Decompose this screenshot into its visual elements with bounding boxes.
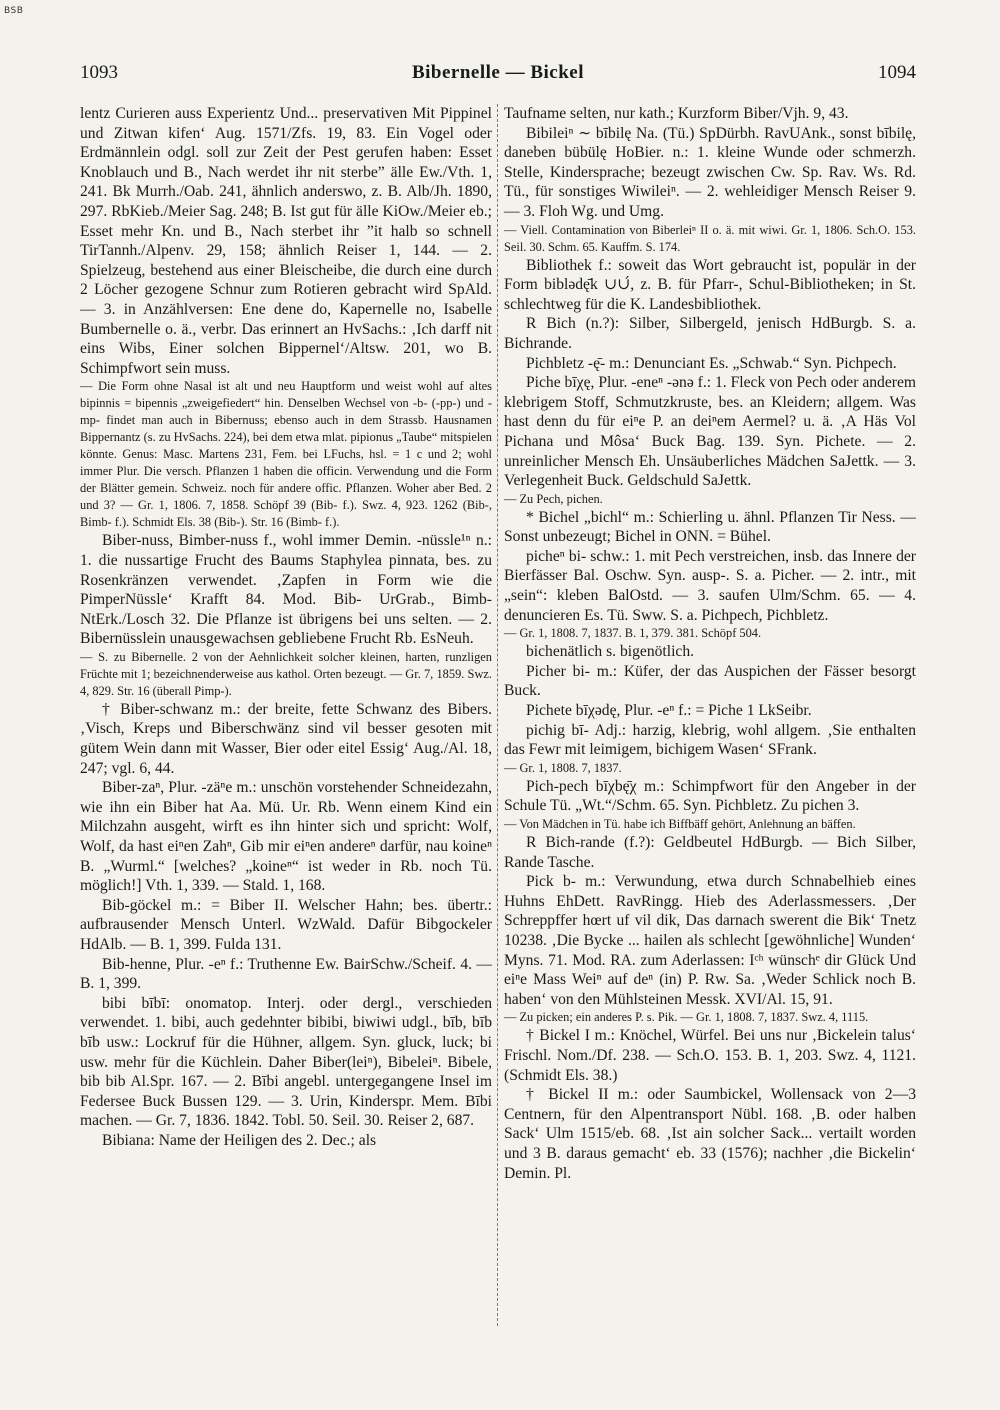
dictionary-entry: † Bickel I m.: Knöchel, Würfel. Bei uns nur ‚Bickelein talus‘ Frischl. Nom./Df. 238. — Sch.O. 153. B. 1, 203. Swz. 4, 1121. (Schmidt Els. 38.) [504, 1027, 916, 1084]
entry-note: — Gr. 1, 1808. 7, 1837. B. 1, 379. 381. Schöpf 504. [504, 626, 762, 641]
dictionary-entry: Biber-zaⁿ, Plur. -zäⁿe m.: unschön vorstehender Schneidezahn, wie ihn ein Biber hat Aa. Mü. Ur. Rb. Wenn einem Kind ein Milchzahn ausgeht, wirft es ihn hinter sich und spricht: Wolf, Wolf, da hast eiⁿen Zahⁿ, Gib mir eiⁿen andereⁿ darfür, nau koineⁿ B. „Wurml.“ [welches? „koineⁿ“ ist weder in Rb. noch Tü. möglich!] Vth. 1, 339. — Stald. 1, 168. [80, 779, 492, 895]
dictionary-entry: Piche bīχę, Plur. -eneⁿ -ənə f.: 1. Fleck von Pech oder anderem klebrigem Stoff, Schmutzkruste, bes. an Kleidern; allgem. Was hast denn du für eiⁿe P. an deiⁿem Aermel? u. ä. ‚A Häs Vol Pichana und Môsa‘ Buck Bag. 139. Syn. Pichete. — 2. unreinlicher Mensch Eh. Unsäuberliches Mädchen SaJettk. — 3. Verlegenheit Buck. Geldschuld SaJettk. [504, 374, 916, 490]
right-column [504, 104, 916, 1183]
entry-note: — Zu picken; ein anderes P. s. Pik. — Gr. 1, 1808. 7, 1837. Swz. 4, 1115. [504, 1010, 869, 1025]
dictionary-entry: * Bichel „bichl“ m.: Schierling u. ähnl. Pflanzen Tir Ness. — Sonst unbezeugt; Bichel in ONN. = Bühel. [504, 508, 916, 546]
entry-note: — Viell. Contamination von Biberleiⁿ II o. ä. mit wiwi. Gr. 1, 1806. Sch.O. 153. Seil. 30. Schm. 65. Kauffm. S. 174. [504, 222, 916, 254]
dictionary-entry: R Bich-rande (f.?): Geldbeutel HdBurgb. — Bich Silber, Rande Tasche. [504, 834, 916, 871]
left-column [80, 104, 492, 1151]
entry-note: — Die Form ohne Nasal ist alt und neu Hauptform und weist wohl auf altes bipinnis = bipennis „zweigefiedert“ hin. Denselben Wechsel von -b- (-pp-) und -mp- findet man auch in Bibernuss; ebenso auch in dem Strassb. Hausnamen Bippernantz (s. zu HvSachs. 224), bei dem etwa mlat. pipionus „Taube“ mitspielen könnte. Genus: Masc. Martens 231, Fem. bei LFuchs, hsl. = 1 c und 2; wohl immer Plur. Die versch. Pflanzen 1 haben die officin. Verwendung und die Form der Blätter gemein. Schweiz. noch für andere offic. Pflanzen. Woher aber Bed. 2 und 3? — Gr. 1, 1806. 7, 1858. Schöpf 39 (Bib- f.). Swz. 4, 923. 1262 (Bib-, Bimb- f.). Schmidt Els. 38 (Bib-). Str. 16 (Bimb- f.). [80, 379, 492, 530]
dictionary-entry: Pick b- m.: Verwundung, etwa durch Schnabelhieb eines Huhns EhDett. RavRingg. Hieb des Aderlassmessers. ‚Der Schreppffer hœrt uf vil dik, Das darnach swerent die Bik‘ Tnetz 10238. ‚Die Bycke ... hailen als schlecht [gewöhnliche] Wunden‘ Myns. 71. Mod. RA. zum Aderlassen: Iᶜʰ wünschᵉ dir Glück Und eiⁿe Mass Weiⁿ auf deⁿ (in) P. Rw. Sa. ‚Weder Schlick noch B. haben‘ von den Mühlsteinen Messk. XVI/Al. 15, 91. [504, 873, 916, 1008]
entry-note: — Zu Pech, pichen. [504, 491, 603, 506]
dictionary-entry: Pich-pech bīχbę̄χ m.: Schimpfwort für den Angeber in der Schule Tü. „Wt.“/Schm. 65. Syn. Pichbletz. Zu pichen 3. [504, 777, 916, 815]
dictionary-entry: picheⁿ bi- schw.: 1. mit Pech verstreichen, insb. das Innere der Bierfässer Bal. Oschw. Syn. ausp-. S. a. Picher. — 2. intr., mit „sein“: kleben BalOstd. — 3. saufen Ulm/Schm. 65. — 4. denuncieren Es. Tü. Sww. S. a. Pichpech, Pichbletz. [504, 547, 916, 624]
page-header [80, 62, 916, 90]
dictionary-entry: pichig bī- Adj.: harzig, klebrig, wohl allgem. ‚Sie enthalten das Fewr mit leimigem, bichigem Wasen‘ SFrank. [504, 721, 916, 759]
entry-note: — Von Mädchen in Tü. habe ich Biffbäff gehört, Anlehnung an bäffen. [504, 817, 856, 831]
dictionary-entry: Pichbletz -ę̄- m.: Denunciant Es. „Schwab.“ Syn. Pichpech. [526, 354, 897, 372]
dictionary-entry: † Biber-schwanz m.: der breite, fette Schwanz des Bibers. ‚Visch, Kreps und Biberschwänz sind vil besser gesoten mit gütem Wein dann mit Wasser, Bier oder eitel Essig‘ Aug./Al. 18, 247; vgl. 6, 44. [80, 700, 492, 777]
dictionary-entry: Pichete bīχədę, Plur. -eⁿ f.: = Piche 1 LkSeibr. [526, 702, 812, 720]
dictionary-entry: Picher bi- m.: Küfer, der das Auspichen der Fässer besorgt Buck. [504, 662, 916, 700]
entry-note: — Gr. 1, 1808. 7, 1837. [504, 760, 622, 775]
dictionary-entry: Bibileiⁿ ∼ bībilę Na. (Tü.) SpDürbh. RavUAnk., sonst bībilę, daneben bübülę HoBier. n.: 1. kleine Wunde oder schmerzh. Stelle, Kindersprache; bezeugt zwischen Cw. Sp. Rav. Ws. Rd. Tü., für sonstiges Wiwileiⁿ. — 2. wehleidiger Mensch Reiser 9. — 3. Floh Wg. und Umg. [504, 124, 916, 220]
dictionary-entry: lentz Curieren auss Experientz Und... preservativen Mit Pippinel und Zitwan kifen‘ Aug. 1571/Zfs. 19, 83. Ein Vogel oder Erdmännlein odgl. soll zur Zeit der Pest gerufen haben: Esset Knoblauch und B., Nach werdet ihr nit sterbe” älle Ew./Vth. 1, 241. Bk Murrh./Oab. 241, ähnlich anderswo, z. B. Alb/Jh. 1890, 297. RbKieb./Meier Sag. 248; B. Ist gut für älle KiOw./Meier eb.; Esset mehr Kn. und B., Nach sterbet ihr ”it halb so schnell TirTannh./Alpenv. 29, 158; ähnlich Reiser 1, 144. — 2. Spielzeug, bestehend aus einer Bleischeibe, die durch eine durch 2 Löcher gezogene Schnur zum Rotieren gebracht wird SpAld. — 3. in Anzählversen: Ene dene do, Kapernelle no, Isabelle Bumbernelle o. ä., verbr. Das erinnert an HvSachs.: ‚Ich darff nit eins Wibs, Einer solchen Bippernel‘/Altsw. 201, wo B. Schimpfwort sein muss. [80, 105, 492, 377]
running-title: Bibernelle — Bickel [411, 62, 585, 83]
page-number-right: 1094 [878, 62, 916, 83]
dictionary-entry: Bibiana: Name der Heiligen des 2. Dec.; als [102, 1131, 377, 1149]
dictionary-entry: Bibliothek f.: soweit das Wort gebraucht ist, populär in der Form biblədę̄k ∪∪́, z. B. für Pfarr-, Schul-Bibliotheken; in St. schlechtweg für die K. Landesbibliothek. [504, 256, 916, 313]
dictionary-entry: bibi bībī: onomatop. Interj. oder dergl., verschieden verwendet. 1. bibi, auch gedehnter bibibi, biwiwi udgl., bīb, bīb bīb usw.: Lockruf für die Hühner, allgem. Syn. gluck, luck; bi usw. mehr für die Küchlein. Daher Biber(leiⁿ), Bibeleiⁿ. Bibele, bib bib Al.Spr. 167. — 2. Bībi angebl. untergegangene Insel im Federsee Buck Bussen 129. — 3. Urin, Kinderspr. Mem. Bībi machen. — Gr. 7, 1836. 1842. Tobl. 50. Seil. 30. Reiser 2, 687. [80, 994, 492, 1130]
dictionary-entry: bichenätlich s. bigenötlich. [526, 643, 695, 661]
dictionary-entry: Biber-nuss, Bimber-nuss f., wohl immer Demin. -nüssle¹ⁿ n.: 1. die nussartige Frucht des Baums Staphylea pinnata, bes. zu Rosenkränzen verwendet. ‚Zapfen in Form wie die PimperNüssle‘ Krafft 84. Mod. Bib- UrGrab., Bimb- NtErk./Losch 32. Die Pflanze ist übrigens bei uns selten. — 2. Bibernüsslein unausgewachsen gebliebene Frucht Rb. EsNeuh. [80, 532, 492, 648]
page-number-left: 1093 [80, 62, 118, 83]
dictionary-entry: Taufname selten, nur kath.; Kurzform Biber/Vjh. 9, 43. [504, 105, 849, 122]
library-stamp: BSB [4, 6, 24, 16]
dictionary-entry: Bib-henne, Plur. -eⁿ f.: Truthenne Ew. BairSchw./Scheif. 4. — B. 1, 399. [80, 955, 492, 993]
column-divider [497, 104, 499, 1326]
dictionary-entry: R Bich (n.?): Silber, Silbergeld, jenisch HdBurgb. S. a. Bichrande. [504, 315, 916, 352]
dictionary-entry: † Bickel II m.: oder Saumbickel, Wollensack von 2—3 Centnern, für den Alpentransport Nübl. 168. ‚B. oder halben Sack‘ Ulm 1515/eb. 68. ‚Ist ain solcher Sack... vertailt worden und 3 B. daraus gemacht‘ eb. 33 (1576); nachher ‚die Bickelin‘ Demin. Pl. [504, 1086, 916, 1182]
entry-note: — S. zu Bibernelle. 2 von der Aehnlichkeit solcher kleinen, harten, runzligen Früchte mit 1; bezeichnenderweise aus kathol. Orten bezeugt. — Gr. 7, 1859. Swz. 4, 829. Str. 16 (überall Pimp-). [80, 649, 492, 698]
dictionary-entry: Bib-göckel m.: = Biber II. Welscher Hahn; bes. übertr.: aufbrausender Mensch Unterl. WzWald. Dafür Bibgockeler HdAlb. — B. 1, 399. Fulda 131. [80, 896, 492, 953]
